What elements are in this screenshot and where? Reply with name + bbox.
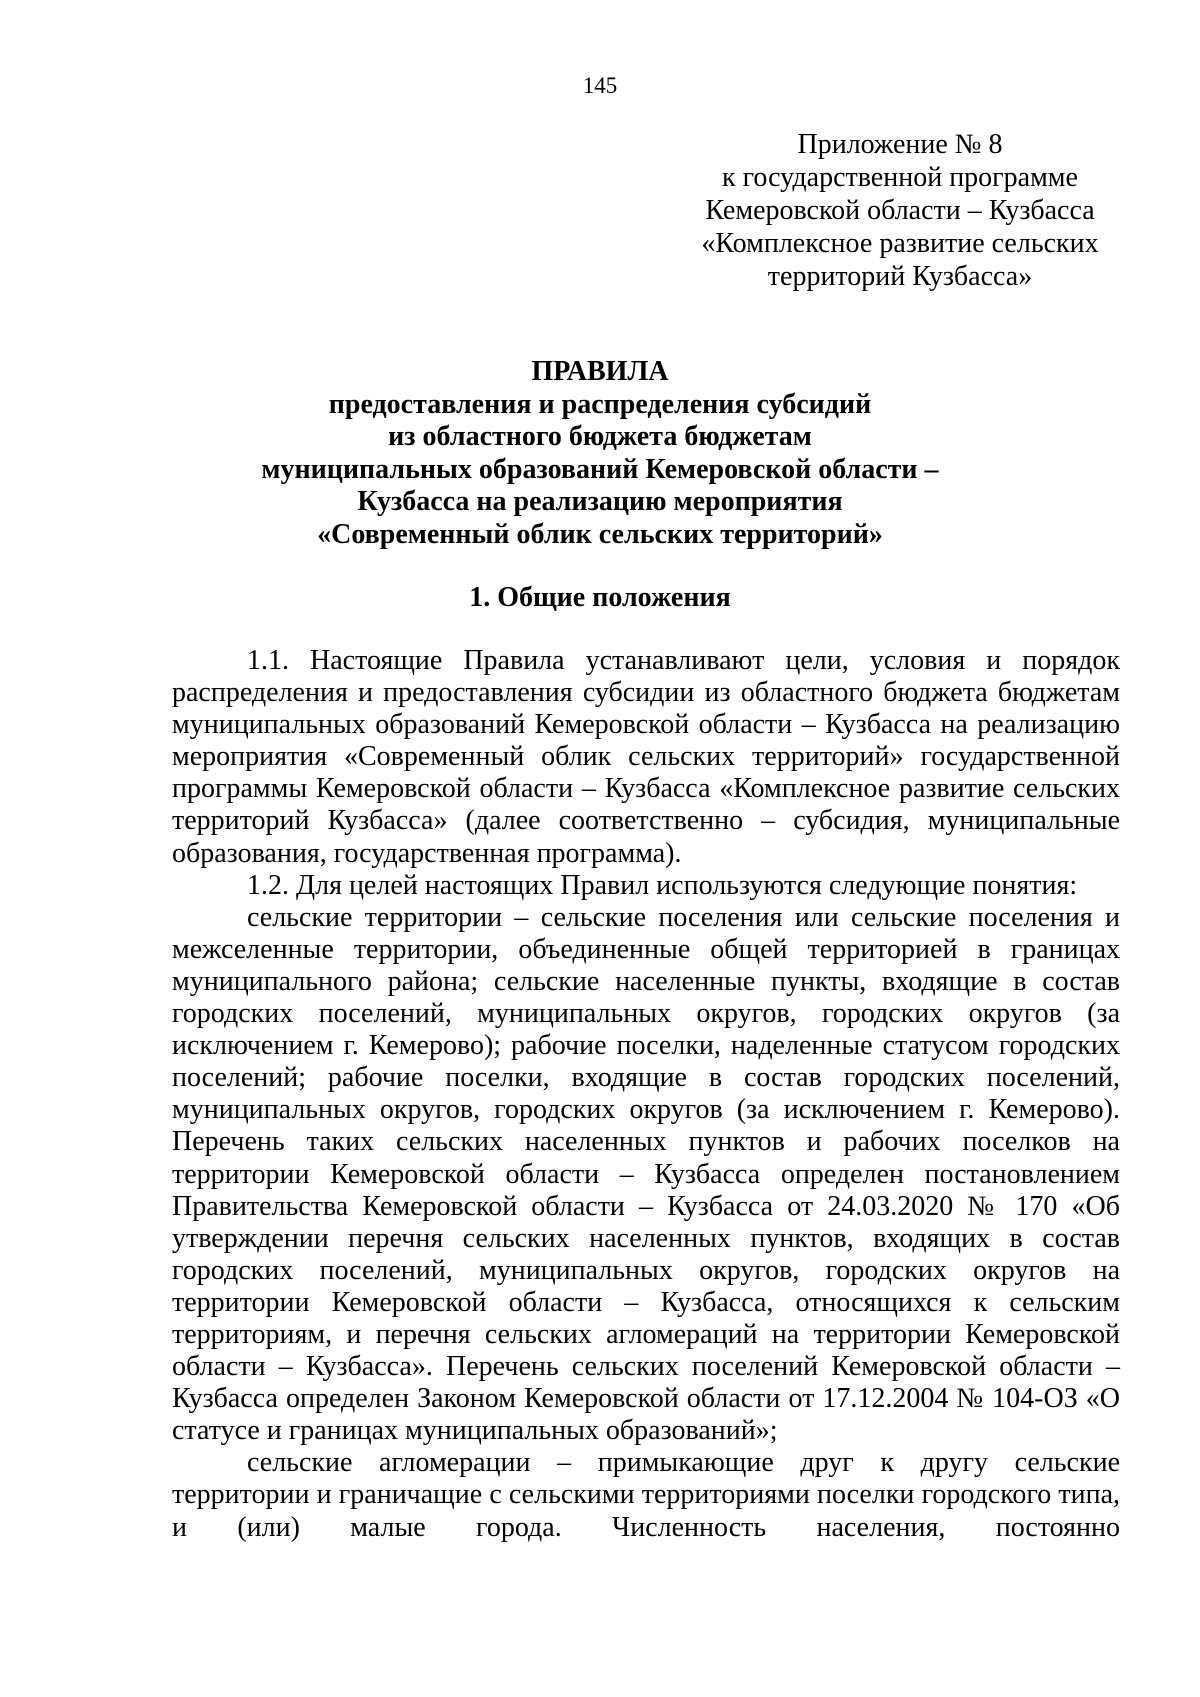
appendix-line: территорий Кузбасса» xyxy=(767,261,1033,292)
appendix-line: «Комплексное развитие сельских xyxy=(701,228,1099,259)
title-line: Кузбасса на реализацию мероприятия xyxy=(357,486,843,517)
paragraph: сельские агломерации – примыкающие друг к другу сельские территории и граничащие с сельскими территориями поселки городского типа, и (или) малые города. Численность населения, постоянно xyxy=(172,1447,1120,1543)
appendix-line: Кемеровской области – Кузбасса xyxy=(705,195,1095,226)
appendix-line: к государственной программе xyxy=(722,162,1078,193)
title-line: из областного бюджета бюджетам xyxy=(388,421,812,452)
page-number: 145 xyxy=(582,73,618,98)
paragraph: 1.2. Для целей настоящих Правил используются следующие понятия: xyxy=(247,869,1078,901)
document-title xyxy=(0,356,1200,551)
title-line: муниципальных образований Кемеровской области – xyxy=(261,453,939,485)
title-line: «Современный облик сельских территорий» xyxy=(317,518,883,550)
title-line: предоставления и распределения субсидий xyxy=(328,388,872,420)
body-text xyxy=(172,645,1120,1544)
paragraph: 1.1. Настоящие Правила устанавливают цели, условия и порядок распределения и предоставления субсидии из областного бюджета бюджетам муниципальных образований Кемеровской области – Кузбасса на реализацию мероприятия «Современный облик сельских территорий» государственной программы Кемеровской области – Кузбасса «Комплексное развитие сельских территорий Кузбасса» (далее соответственно – субсидия, муниципальные образования, государственная программа). xyxy=(172,645,1120,869)
paragraph: сельские территории – сельские поселения или сельские поселения и межселенные территории, объединенные общей территорией в границах муниципального района; сельские населенные пункты, входящие в состав городских поселений, муниципальных округов, городских округов (за исключением г. Кемерово); рабочие поселки, наделенные статусом городских поселений; рабочие поселки, входящие в состав городских поселений, муниципальных округов, городских округов (за исключением г. Кемерово). Перечень таких сельских населенных пунктов и рабочих поселков на территории Кемеровской области – Кузбасса определен постановлением Правительства Кемеровской области – Кузбасса от 24.03.2020 № 170 «Об утверждении перечня сельских населенных пунктов, входящих в состав городских поселений, муниципальных округов, городских округов на территории Кемеровской области – Кузбасса, относящихся к сельским территориям, и перечня сельских агломераций на территории Кемеровской области – Кузбасса». Перечень сельских поселений Кемеровской области – Кузбасса определен Законом Кемеровской области от 17.12.2004 № 104-ОЗ «О статусе и границах муниципальных образований»; xyxy=(172,901,1120,1447)
section-heading: 1. Общие положения xyxy=(469,582,731,613)
title-heading: ПРАВИЛА xyxy=(531,356,669,387)
appendix-line: Приложение № 8 xyxy=(797,129,1003,160)
appendix-header xyxy=(680,128,1120,293)
